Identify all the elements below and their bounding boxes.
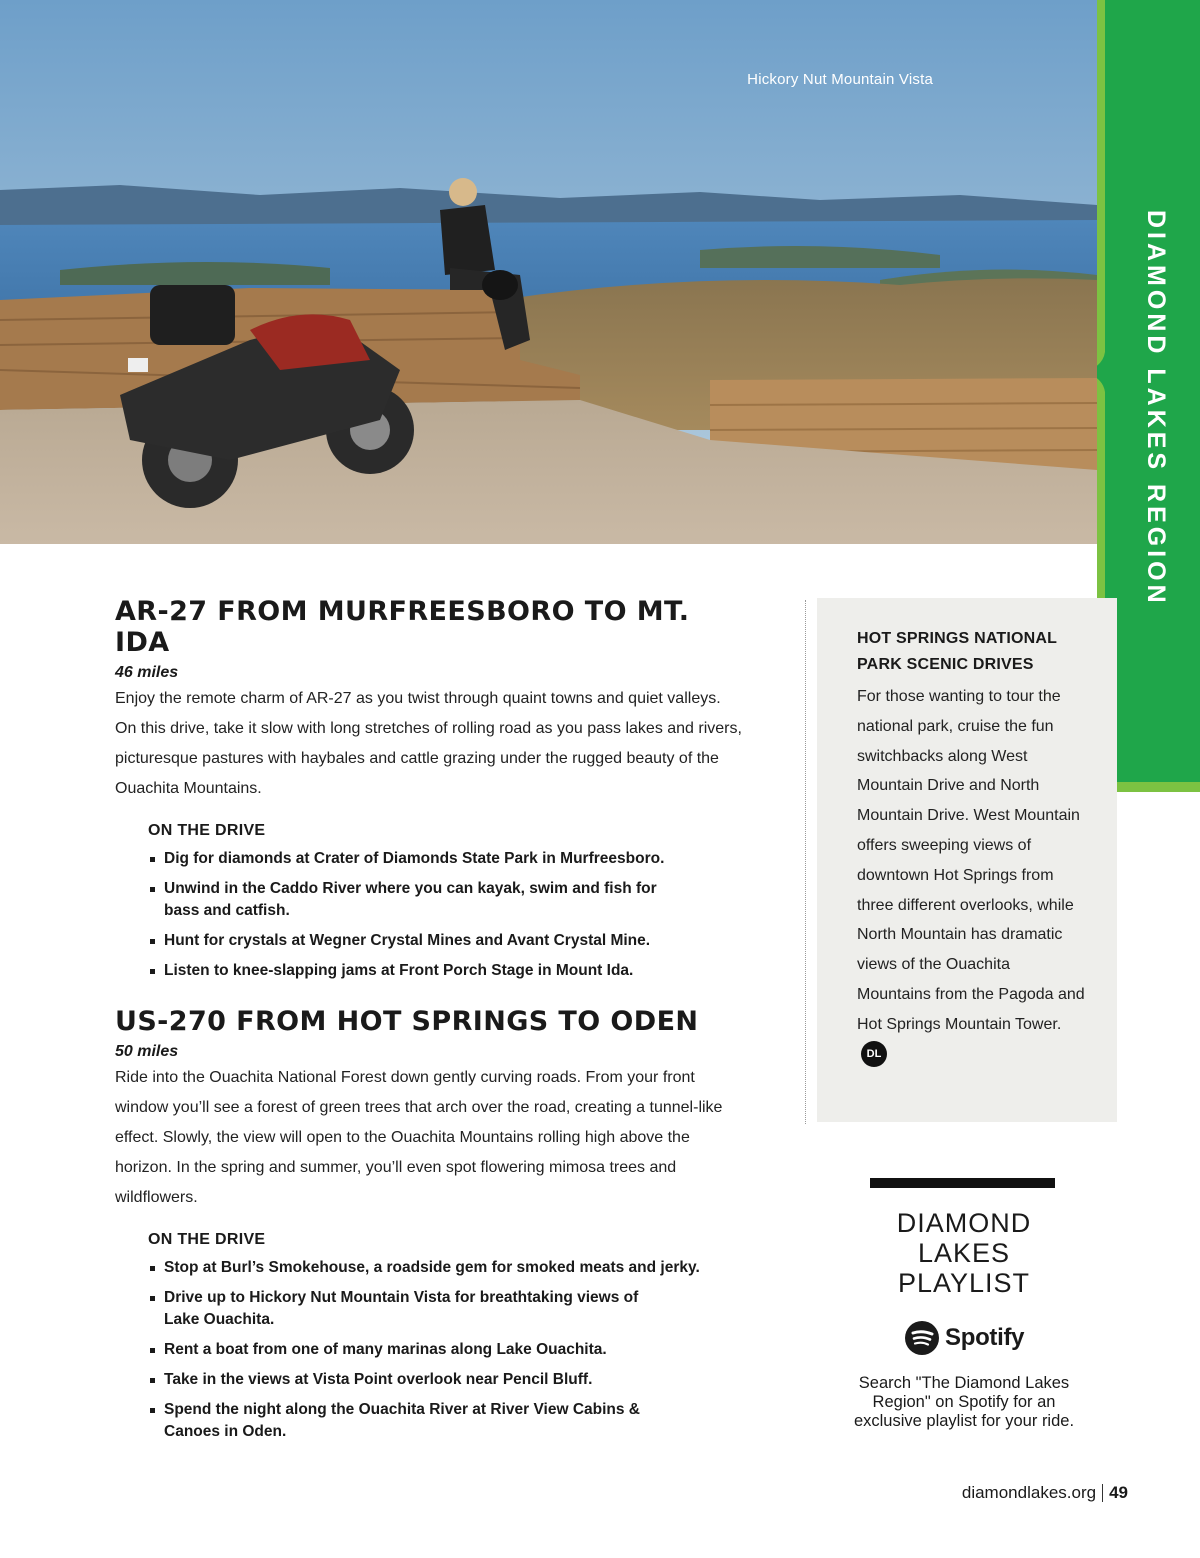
- list-item: Listen to knee-slapping jams at Front Porch Stage in Mount Ida.: [148, 960, 745, 982]
- spotify-wordmark: Spotify: [945, 1324, 1025, 1351]
- page-number: 49: [1109, 1483, 1128, 1502]
- route-description: Enjoy the remote charm of AR-27 as you twist through quaint towns and quiet valleys. On this drive, take it slow with long stretches of rolling road as you pass lakes and rivers, picturesque pastures with haybales and cattle grazing under the rugged beauty of the Ouachita Mountains.: [115, 690, 742, 797]
- dl-logo-icon: DL: [861, 1041, 887, 1067]
- sidebar-text: [857, 682, 1087, 1069]
- list-item: Hunt for crystals at Wegner Crystal Mines and Avant Crystal Mine.: [148, 930, 745, 952]
- route-title: AR-27 FROM MURFREESBORO TO MT. IDA: [115, 596, 690, 658]
- list-item: Stop at Burl’s Smokehouse, a roadside gem for smoked meats and jerky.: [148, 1257, 745, 1279]
- photo-caption: Hickory Nut Mountain Vista: [747, 71, 933, 88]
- scenic-drives-sidebar: [817, 598, 1117, 1122]
- region-label: DIAMOND LAKES REGION: [1142, 210, 1170, 607]
- footer-separator: [1102, 1484, 1103, 1502]
- hero-photo: [0, 0, 1097, 544]
- on-the-drive-list: [148, 1231, 745, 1443]
- route-distance: 46 miles: [115, 664, 179, 681]
- playlist-description: Search "The Diamond Lakes Region" on Spotify for an exclusive playlist for your ride.: [853, 1374, 1075, 1430]
- route-ar27: [115, 596, 745, 982]
- spotify-logo[interactable]: [905, 1320, 1024, 1356]
- on-the-drive-heading: ON THE DRIVE: [148, 1231, 266, 1248]
- list-item: Take in the views at Vista Point overlook near Pencil Bluff.: [148, 1369, 745, 1391]
- list-item: Drive up to Hickory Nut Mountain Vista for breathtaking views of Lake Ouachita.: [148, 1287, 648, 1331]
- list-item: Rent a boat from one of many marinas along Lake Ouachita.: [148, 1339, 745, 1361]
- route-description: Ride into the Ouachita National Forest down gently curving roads. From your front window you’ll see a forest of green trees that arch over the road, creating a tunnel-like effect. Slowly, the view will open to the Ouachita Mountains rolling high above the horizon. In the spring and summer, you’ll even spot flowering mimosa trees and wildflowers.: [115, 1069, 723, 1206]
- column-divider: [805, 600, 806, 1124]
- list-item: Spend the night along the Ouachita River at River View Cabins & Canoes in Oden.: [148, 1399, 648, 1443]
- playlist-title: DIAMOND LAKES PLAYLIST: [896, 1208, 1032, 1298]
- playlist-rule: [870, 1178, 1055, 1188]
- route-title: US-270 FROM HOT SPRINGS TO ODEN: [115, 1006, 699, 1037]
- on-the-drive-list: [148, 822, 745, 982]
- main-column: [115, 596, 745, 1451]
- route-distance: 50 miles: [115, 1043, 179, 1060]
- sidebar-body: For those wanting to tour the national park, cruise the fun switchbacks along West Mountain Drive and North Mountain Drive. West Mountain offers sweeping views of downtown Hot Springs from three different overlooks, while North Mountain has dramatic views of the Ouachita Mountains from the Pagoda and Hot Springs Mountain Tower.: [857, 688, 1085, 1033]
- sidebar-heading: HOT SPRINGS NATIONAL PARK SCENIC DRIVES: [857, 630, 1057, 673]
- spotify-icon: [905, 1321, 939, 1355]
- list-item: Dig for diamonds at Crater of Diamonds State Park in Murfreesboro.: [148, 848, 745, 870]
- route-us270: [115, 1006, 745, 1443]
- on-the-drive-heading: ON THE DRIVE: [148, 822, 266, 839]
- list-item: Unwind in the Caddo River where you can kayak, swim and fish for bass and catfish.: [148, 878, 668, 922]
- page-footer: [962, 1483, 1128, 1503]
- site-url[interactable]: diamondlakes.org: [961, 1483, 1097, 1502]
